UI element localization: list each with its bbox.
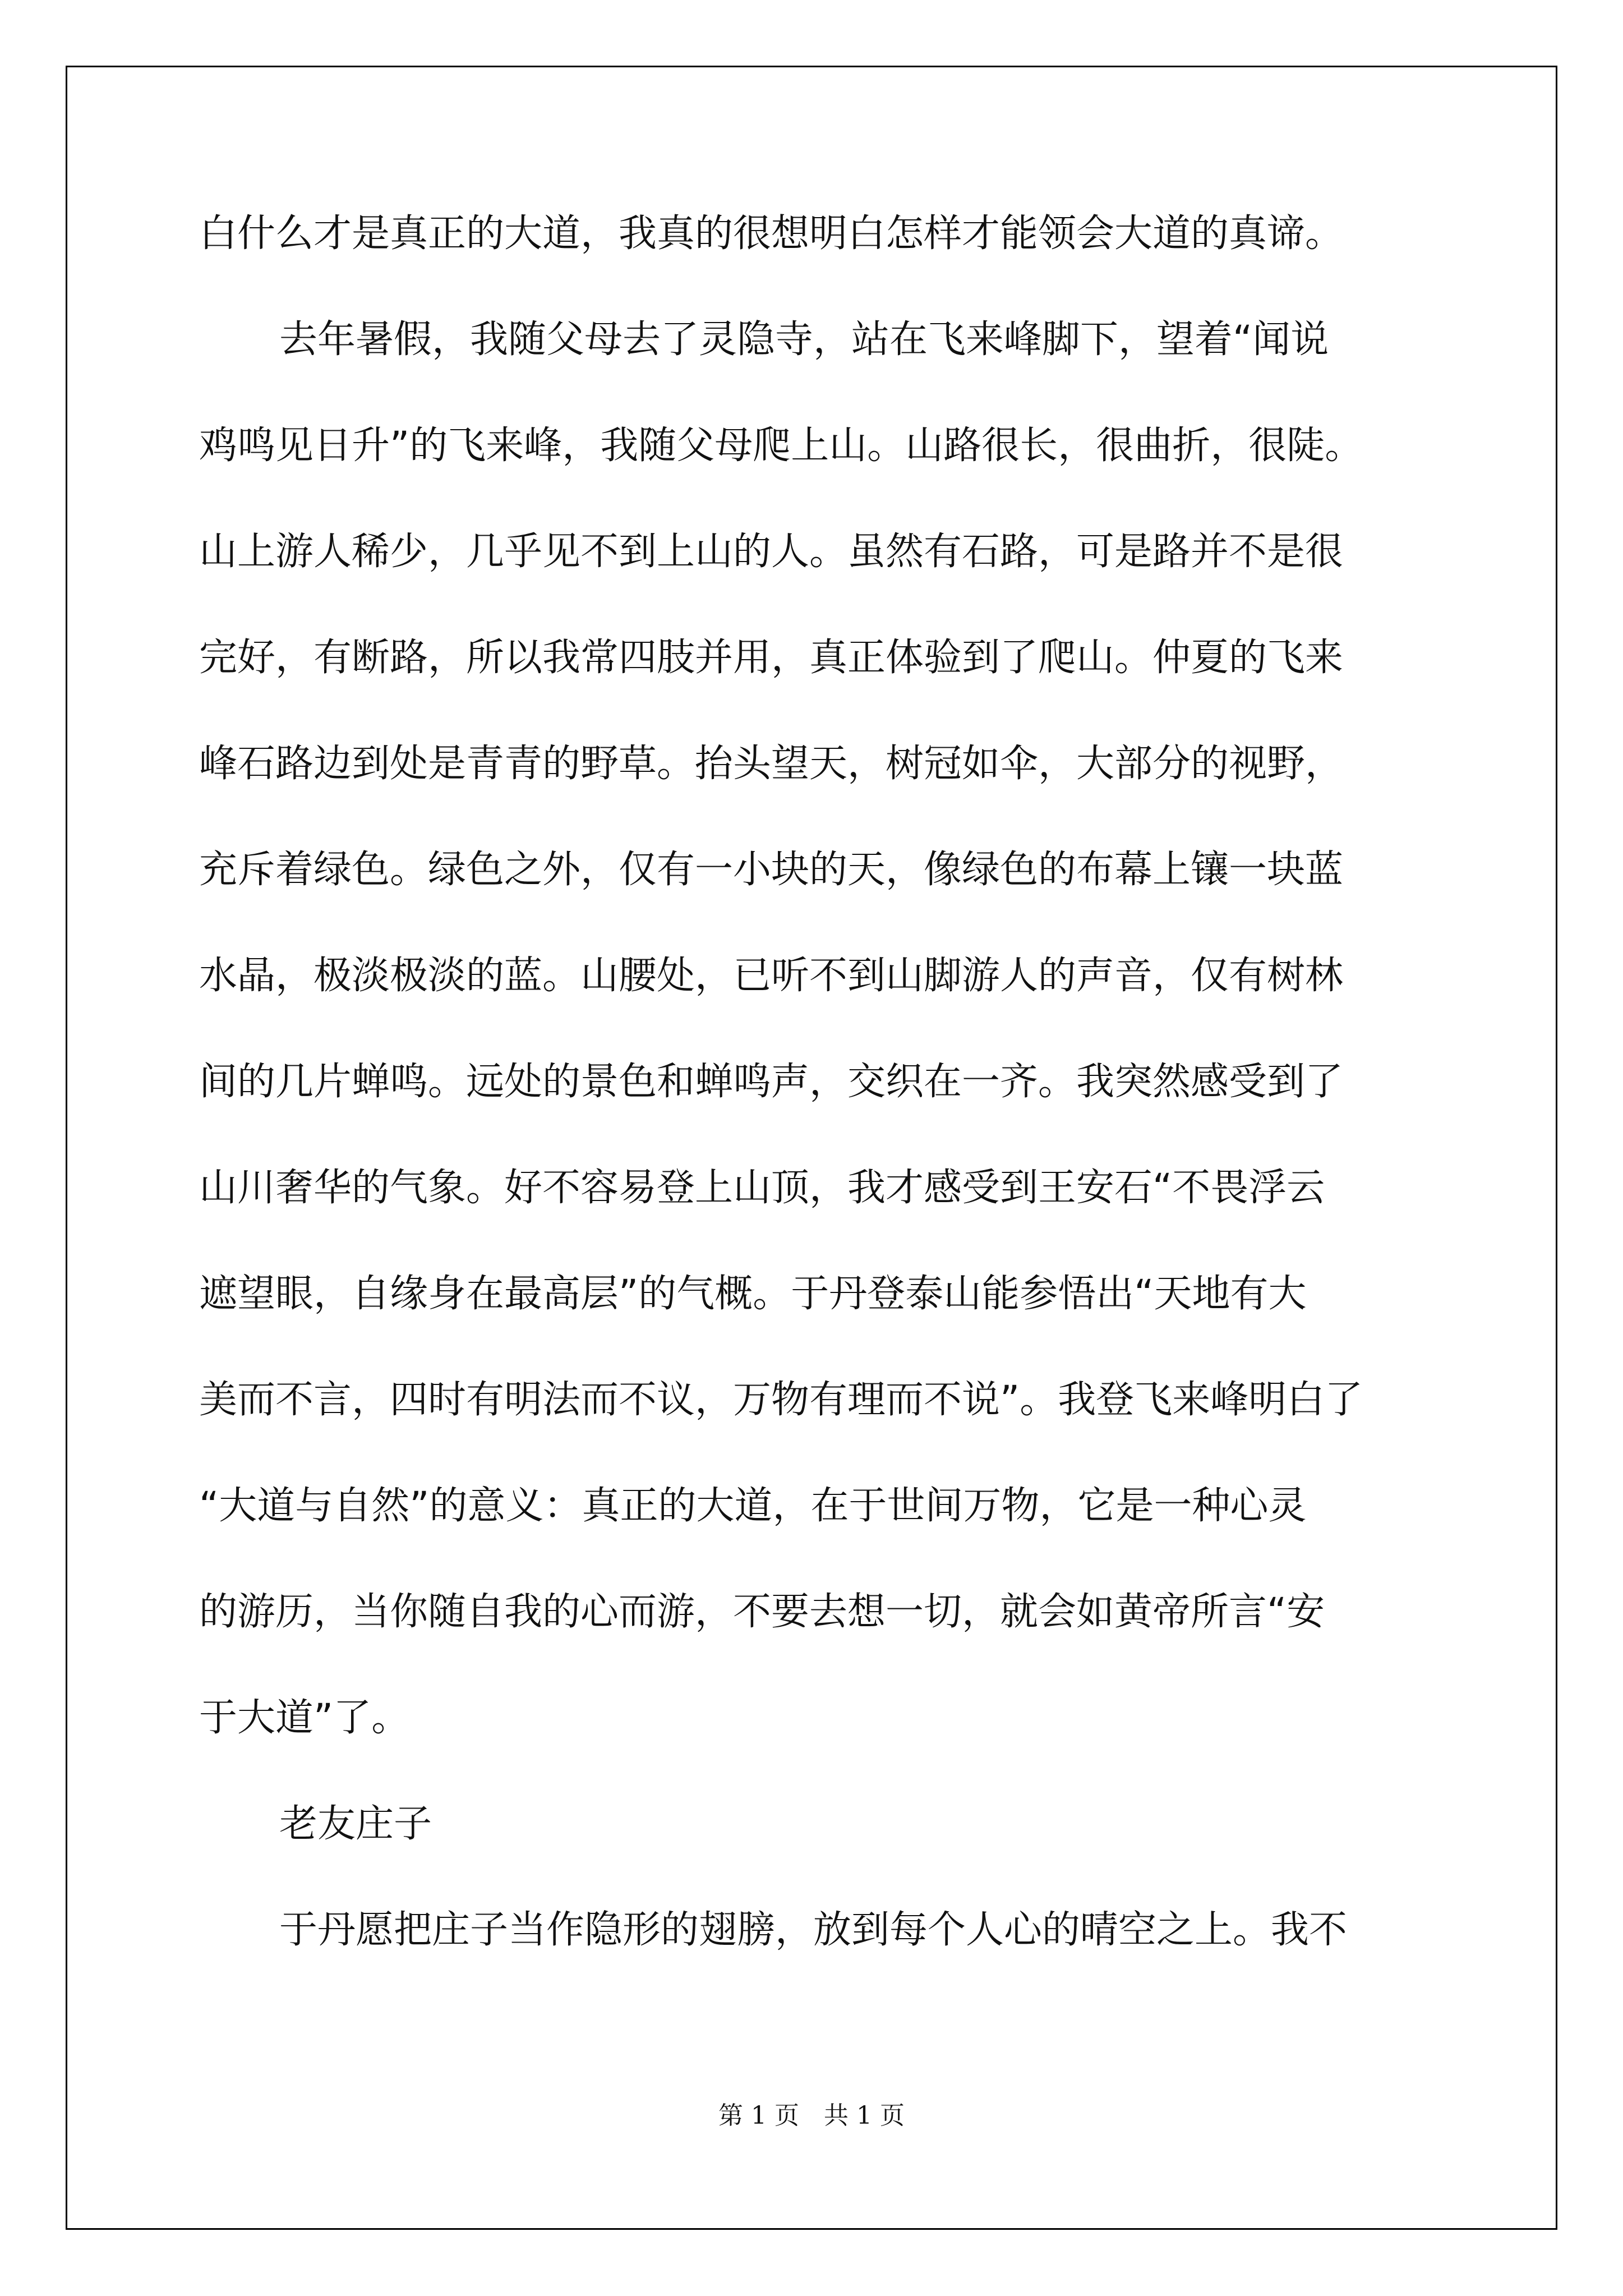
- text-line: 的游历，当你随自我的心而游，不要去想一切，就会如黄帝所言“安: [199, 1590, 1325, 1634]
- text-line: 山川奢华的气象。好不容易登上山顶，我才感受到王安石“不畏浮云: [199, 1166, 1325, 1210]
- text-line: 完好，有断路，所以我常四肢并用，真正体验到了爬山。仲夏的飞来: [199, 636, 1344, 680]
- text-line: 水晶，极淡极淡的蓝。山腰处，已听不到山脚游人的声音，仅有树林: [199, 954, 1344, 998]
- text-line: 山上游人稀少，几乎见不到上山的人。虽然有石路，可是路并不是很: [199, 530, 1344, 574]
- page-footer: 第 1 页 共 1 页: [718, 2101, 905, 2130]
- text-line: 于丹愿把庄子当作隐形的翅膀，放到每个人心的晴空之上。我不: [279, 1908, 1348, 1952]
- text-line: 间的几片蝉鸣。远处的景色和蝉鸣声，交织在一齐。我突然感受到了: [199, 1060, 1344, 1104]
- text-line: 去年暑假，我随父母去了灵隐寺，站在飞来峰脚下，望着“闻说: [279, 318, 1329, 362]
- text-line: 白什么才是真正的大道，我真的很想明白怎样才能领会大道的真谛。: [199, 211, 1344, 256]
- text-line: “大道与自然”的意义：真正的大道，在于世间万物，它是一种心灵: [199, 1484, 1307, 1528]
- text-line: 美而不言，四时有明法而不议，万物有理而不说”。我登飞来峰明白了: [199, 1378, 1363, 1422]
- text-line: 充斥着绿色。绿色之外，仅有一小块的天，像绿色的布幕上镶一块蓝: [199, 848, 1344, 892]
- text-line: 遮望眼，自缘身在最高层”的气概。于丹登泰山能参悟出“天地有大: [199, 1272, 1307, 1316]
- text-line: 老友庄子: [279, 1802, 432, 1846]
- text-line: 鸡鸣见日升”的飞来峰，我随父母爬上山。山路很长，很曲折，很陡。: [199, 424, 1363, 468]
- text-line: 峰石路边到处是青青的野草。抬头望天，树冠如伞，大部分的视野，: [199, 742, 1344, 786]
- document-body: [199, 211, 1489, 2017]
- text-line: 于大道”了。: [199, 1696, 410, 1740]
